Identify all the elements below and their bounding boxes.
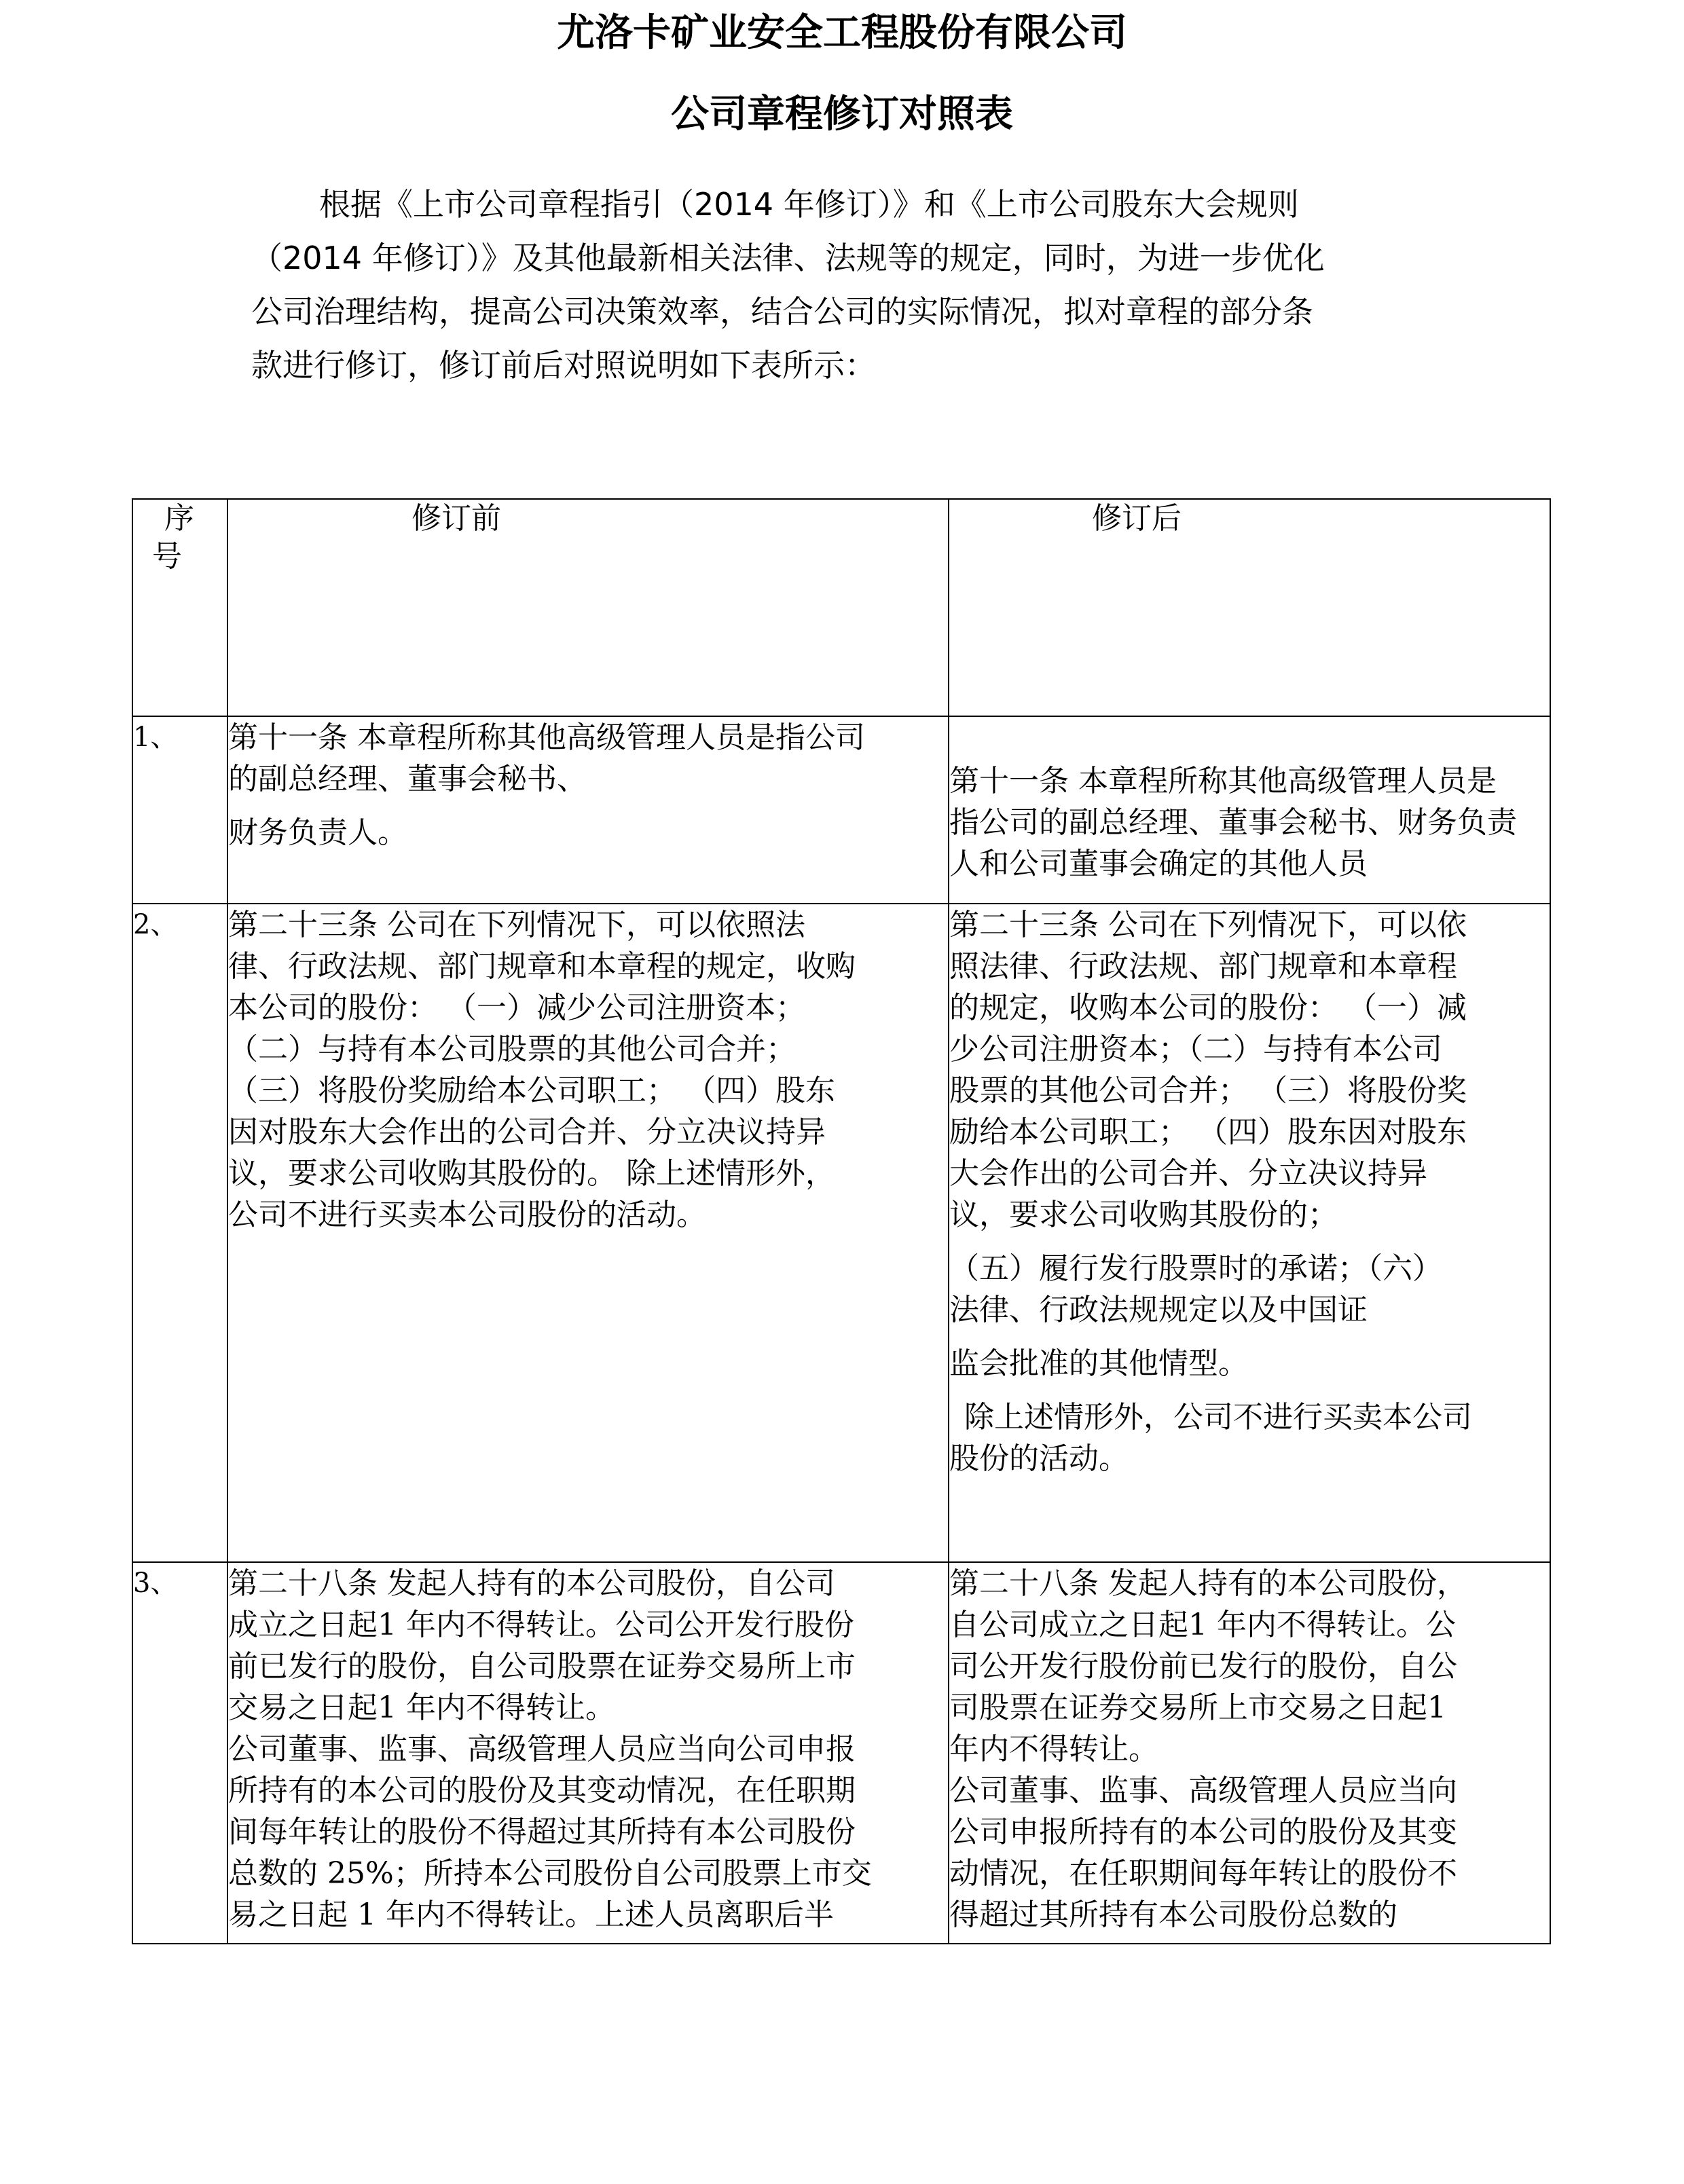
cell-line: 第二十八条 发起人持有的本公司股份， <box>949 1566 1467 1601</box>
cell-line: 法律、行政法规规定以及中国证 <box>949 1293 1368 1327</box>
column-header-seq <box>132 499 227 716</box>
document-title: 公司章程修订对照表 <box>671 92 1013 136</box>
cell-line: 司公开发行股份前已发行的股份，自公 <box>949 1649 1457 1684</box>
row-seq: 2、 <box>132 904 227 1562</box>
cell-line: 总数的 25%；所持本公司股份自公司股票上市交 <box>228 1856 872 1891</box>
cell-line: 得超过其所持有本公司股份总数的 <box>949 1898 1397 1932</box>
cell-line: 股票的其他公司合并； （三）将股份奖 <box>949 1073 1467 1108</box>
cell-after <box>949 904 1550 1562</box>
cell-line: （三）将股份奖励给本公司职工； （四）股东 <box>228 1073 835 1108</box>
cell-line: 的副总经理、董事会秘书、 <box>228 762 587 796</box>
column-header-after <box>949 499 1550 716</box>
cell-line: 少公司注册资本；（二）与持有本公司 <box>949 1032 1442 1067</box>
cell-line: 成立之日起1 年内不得转让。公司公开发行股份 <box>228 1608 854 1642</box>
cell-line: 易之日起 1 年内不得转让。上述人员离职后半 <box>228 1898 834 1932</box>
cell-line: 议，要求公司收购其股份的； <box>949 1198 1338 1232</box>
cell-line: 除上述情形外，公司不进行买卖本公司 <box>964 1400 1472 1435</box>
cell-line: 公司申报所持有的本公司的股份及其变 <box>949 1815 1457 1849</box>
comparison-table <box>132 498 1551 1944</box>
cell-line: 监会批准的其他情型。 <box>949 1346 1248 1381</box>
cell-line: 第十一条 本章程所称其他高级管理人员是指公司 <box>228 720 865 755</box>
cell-line: 公司董事、监事、高级管理人员应当向 <box>949 1773 1457 1808</box>
cell-line: 动情况，在任职期间每年转让的股份不 <box>949 1856 1457 1891</box>
row-seq: 3、 <box>132 1562 227 1944</box>
cell-line: 大会作出的公司合并、分立决议持异 <box>949 1156 1427 1191</box>
table-header-row <box>132 499 1550 716</box>
cell-line: 间每年转让的股份不得超过其所持有本公司股份 <box>228 1815 856 1849</box>
table-row <box>132 716 1550 904</box>
intro-line: 款进行修订，修订前后对照说明如下表所示： <box>251 347 876 384</box>
cell-line: 因对股东大会作出的公司合并、分立决议持异 <box>228 1115 826 1149</box>
cell-line: 人和公司董事会确定的其他人员 <box>949 847 1368 881</box>
cell-before <box>227 1562 949 1944</box>
cell-line: 年内不得转让。 <box>949 1732 1158 1766</box>
company-title: 尤洛卡矿业安全工程股份有限公司 <box>557 11 1127 55</box>
column-header-before <box>227 499 949 716</box>
row-seq: 1、 <box>132 716 227 904</box>
cell-line: 所持有的本公司的股份及其变动情况，在任职期 <box>228 1773 856 1808</box>
cell-after <box>949 1562 1550 1944</box>
table-row <box>132 904 1550 1562</box>
cell-line: （五）履行发行股票时的承诺；（六） <box>949 1251 1442 1286</box>
cell-before <box>227 904 949 1562</box>
intro-line: 公司治理结构，提高公司决策效率，结合公司的实际情况，拟对章程的部分条 <box>251 293 1313 330</box>
cell-line: 股份的活动。 <box>949 1441 1129 1476</box>
intro-line: （2014 年修订）》及其他最新相关法律、法规等的规定，同时，为进一步优化 <box>251 240 1325 276</box>
cell-line: 照法律、行政法规、部门规章和本章程 <box>949 949 1457 984</box>
cell-line: 第十一条 本章程所称其他高级管理人员是 <box>949 764 1497 798</box>
column-header-seq-char: 号 <box>152 539 182 574</box>
column-header-seq-char: 序 <box>164 501 194 536</box>
cell-after <box>949 716 1550 904</box>
intro-line: 根据《上市公司章程指引（2014 年修订）》和《上市公司股东大会规则 <box>319 186 1299 223</box>
cell-line: 本公司的股份： （一）减少公司注册资本； <box>228 991 805 1025</box>
cell-line: 议，要求公司收购其股份的。 除上述情形外， <box>228 1156 835 1191</box>
cell-line: 律、行政法规、部门规章和本章程的规定，收购 <box>228 949 856 984</box>
cell-line: 司股票在证券交易所上市交易之日起1 <box>949 1690 1446 1725</box>
cell-line: （二）与持有本公司股票的其他公司合并； <box>228 1032 796 1067</box>
cell-line: 的规定，收购本公司的股份： （一）减 <box>949 991 1467 1025</box>
cell-line: 指公司的副总经理、董事会秘书、财务负责 <box>949 805 1517 840</box>
cell-line: 第二十三条 公司在下列情况下，可以依 <box>949 908 1467 942</box>
column-header-before-label: 修订前 <box>411 501 501 536</box>
cell-line: 公司不进行买卖本公司股份的活动。 <box>228 1198 706 1232</box>
cell-line: 交易之日起1 年内不得转让。 <box>228 1690 615 1725</box>
table-row <box>132 1562 1550 1944</box>
cell-line: 公司董事、监事、高级管理人员应当向公司申报 <box>228 1732 856 1766</box>
cell-before <box>227 716 949 904</box>
column-header-after-label: 修订后 <box>1092 501 1182 536</box>
cell-line: 励给本公司职工； （四）股东因对股东 <box>949 1115 1467 1149</box>
intro-paragraph <box>251 178 1446 392</box>
cell-line: 第二十三条 公司在下列情况下，可以依照法 <box>228 908 805 942</box>
cell-line: 财务负责人。 <box>228 815 407 850</box>
cell-line: 第二十八条 发起人持有的本公司股份，自公司 <box>228 1566 835 1601</box>
cell-line: 前已发行的股份，自公司股票在证券交易所上市 <box>228 1649 856 1684</box>
cell-line: 自公司成立之日起1 年内不得转让。公 <box>949 1608 1456 1642</box>
